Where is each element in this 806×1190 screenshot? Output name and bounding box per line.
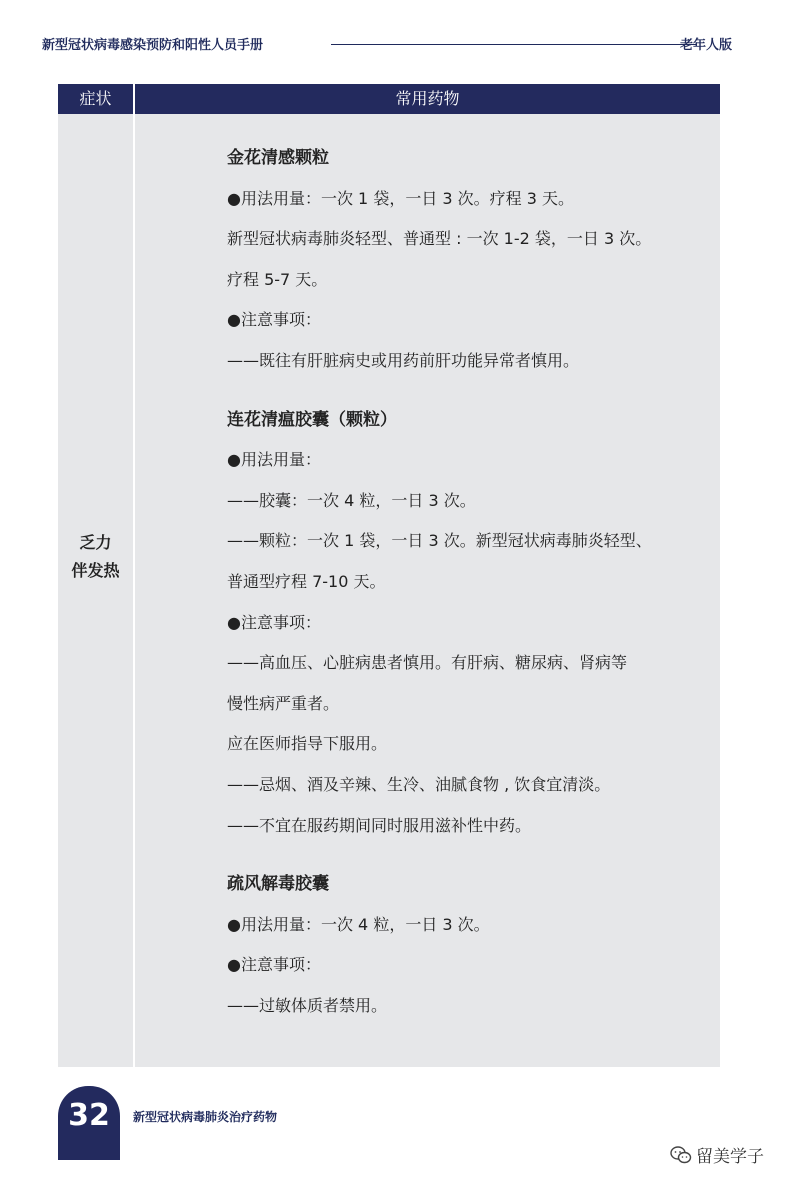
text-line: ●注意事项： xyxy=(227,955,321,975)
text-line: ——忌烟、酒及辛辣、生冷、油腻食物 , 饮食宜清淡。 xyxy=(227,774,611,794)
text-line: ——颗粒：一次 1 袋，一日 3 次。新型冠状病毒肺炎轻型、 xyxy=(227,531,652,551)
table-body xyxy=(58,114,720,1067)
text-line: 普通型疗程 7-10 天。 xyxy=(227,571,386,591)
spacer xyxy=(227,856,747,874)
page-header xyxy=(42,34,732,56)
spacer xyxy=(227,392,747,410)
text-line: ●用法用量：一次 4 粒，一日 3 次。 xyxy=(227,914,490,934)
footer-title: 新型冠状病毒肺炎治疗药物 xyxy=(133,1110,278,1124)
text-line: ——高血压、心脏病患者慎用。有肝病、糖尿病、肾病等 xyxy=(227,653,628,673)
wechat-icon xyxy=(670,1145,692,1170)
watermark-text: 留美学子 xyxy=(696,1147,764,1167)
watermark xyxy=(670,1142,764,1166)
drug-name: 金花清感颗粒 xyxy=(227,148,329,168)
medication-column-header: 常用药物 xyxy=(395,89,460,108)
text-line: ——既往有肝脏病史或用药前肝功能异常者慎用。 xyxy=(227,350,580,370)
text-line: 慢性病严重者。 xyxy=(227,693,340,713)
medication-table xyxy=(58,84,720,1067)
header-title: 新型冠状病毒感染预防和阳性人员手册 xyxy=(42,38,264,53)
medication-content xyxy=(227,148,747,1036)
text-line: ●用法用量：一次 1 袋，一日 3 次。疗程 3 天。 xyxy=(227,188,575,208)
table-header xyxy=(58,84,720,114)
header-rule xyxy=(331,44,697,45)
medication-cell xyxy=(135,114,720,1067)
edition-label: 老年人版 xyxy=(679,38,732,53)
text-line: ——过敏体质者禁用。 xyxy=(227,995,388,1015)
symptom-text xyxy=(58,529,133,585)
page-number: 32 xyxy=(68,1098,110,1133)
symptom-column-header: 症状 xyxy=(79,89,112,108)
drug-name: 连花清瘟胶囊（颗粒） xyxy=(227,409,397,430)
text-line: ●注意事项： xyxy=(227,310,321,330)
drug-name: 疏风解毒胶囊 xyxy=(227,874,329,895)
text-line: ●用法用量： xyxy=(227,450,321,470)
symptom-line: 乏力 xyxy=(79,533,112,552)
text-line: 新型冠状病毒肺炎轻型、普通型 : 一次 1-2 袋，一日 3 次。 xyxy=(227,229,652,249)
symptom-line: 伴发热 xyxy=(71,561,120,580)
text-line: ——胶囊：一次 4 粒，一日 3 次。 xyxy=(227,490,476,510)
text-line: 应在医师指导下服用。 xyxy=(227,734,388,754)
page-number-badge xyxy=(58,1086,120,1160)
text-line: ●注意事项： xyxy=(227,612,321,632)
text-line: 疗程 5-7 天。 xyxy=(227,269,328,289)
text-line: ——不宜在服药期间同时服用滋补性中药。 xyxy=(227,815,532,835)
symptom-cell xyxy=(58,114,133,1067)
